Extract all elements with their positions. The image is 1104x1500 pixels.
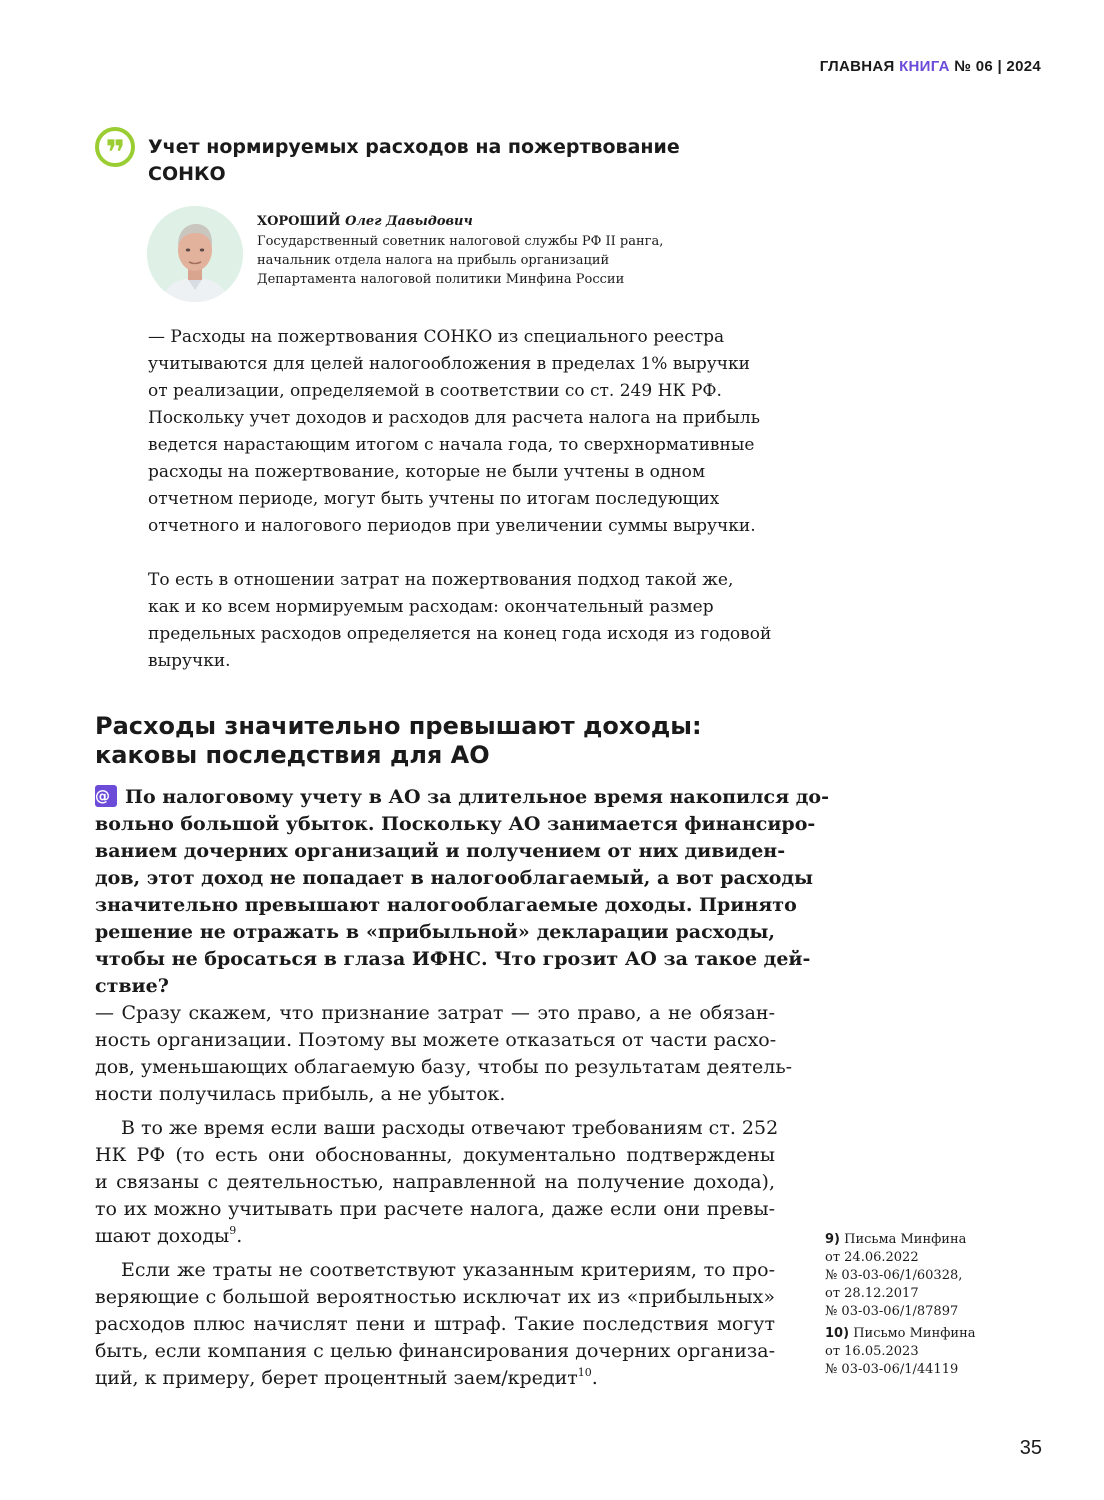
footnote-ref-10[interactable]: 10 bbox=[577, 1366, 592, 1379]
page-number: 35 bbox=[1019, 1437, 1042, 1459]
masthead bbox=[820, 58, 1041, 75]
issue-number: № 06 | 2024 bbox=[954, 58, 1041, 75]
quote-title: Учет нормируемых расходов на пожертвование СОНКО bbox=[148, 136, 680, 185]
question-answer bbox=[95, 784, 829, 1392]
answer-paragraph-1: — Сразу скажем, что признание затрат — это право, а не обязан- ность организации. Поэтому вы можете отказаться от части расхо- дов, уменьшающих облагаемую базу, чтобы по результатам деятель- ности получилась прибыль, а не убыток. bbox=[95, 1002, 793, 1105]
answer-paragraph-3: Если же траты не соответствуют указанным критериям, то про- веряющие с большой вероятностью исключат их из «прибыльных» расходов плюс начислят пени и штраф. Такие последствия могут быть, если компания с целью финансирования дочерних организа- ций, к примеру, берет процентный заем/кредит$^{10}$. bbox=[95, 1259, 775, 1389]
at-sign-icon: @ bbox=[95, 785, 117, 807]
footnote-10: 10) Письмо Минфина от 16.05.2023 № 03-03-06/1/44119 bbox=[825, 1326, 976, 1377]
reader-question: @ По налоговому учету в АО за длительное время накопился до- вольно большой убыток. Поскольку АО занимается финансиро- ванием дочерних организаций и получением от них дивиден- дов, этот доход не попадает в налогооблагаемый, а вот расходы значительно превышают налогооблагаемые доходы. Принято решение не отражать в «прибыльной» декларации расходы, чтобы не бросаться в глаза ИФНС. Что грозит АО за такое дей- ствие? bbox=[95, 786, 829, 997]
interview-paragraph-1: — Расходы на пожертвования СОНКО из специального реестра учитываются для целей налогообложения в пределах 1% выручки от реализации, определяемой в соответствии со ст. 249 НК РФ. Поскольку учет доходов и расходов для расчета налога на прибыль ведется нарастающим итогом с начала года, то сверхнормативные расходы на пожертвование, которые не были учтены в одном отчетном периоде, могут быть учтены по итогам последующих отчетного и налогового периодов при увеличении суммы выручки. bbox=[148, 327, 760, 536]
footnote-ref-9[interactable]: 9 bbox=[229, 1224, 237, 1237]
footnote-9: 9) Письма Минфина от 24.06.2022 № 03-03-06/1/60328, от 28.12.2017 № 03-03-06/1/87897 bbox=[825, 1232, 967, 1319]
section-heading: Расходы значительно превышают доходы: каковы последствия для АО bbox=[95, 712, 702, 769]
quote-marks-icon: ❞ bbox=[95, 127, 135, 167]
interview-text bbox=[148, 324, 772, 675]
expert-position: Государственный советник налоговой службы РФ II ранга, начальник отдела налога на прибыль организаций Департамента налоговой политики Минфина России bbox=[257, 234, 664, 287]
footnotes bbox=[825, 1231, 1025, 1383]
answer-paragraph-2: В то же время если ваши расходы отвечают требованиям ст. 252 НК РФ (то есть они обоснованны, документально подтверждены и связаны с деятельностью, направленной на получение дохода), то их можно учитывать при расчете налога, даже если они превы- шают доходы$^9$. bbox=[95, 1117, 779, 1247]
expert-name: ХОРОШИЙ Олег Давыдович bbox=[257, 214, 473, 229]
expert-avatar bbox=[147, 206, 243, 302]
brand-part1: ГЛАВНАЯ bbox=[819, 58, 895, 75]
brand-part2: КНИГА bbox=[899, 58, 950, 75]
interview-paragraph-2: То есть в отношении затрат на пожертвования подход такой же, как и ко всем нормируемым расходам: окончательный размер предельных расходов определяется на конец года исходя из годовой выручки. bbox=[148, 570, 772, 671]
